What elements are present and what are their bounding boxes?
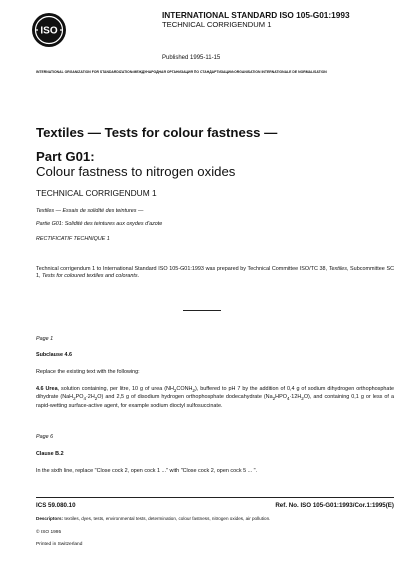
part-subtitle: Colour fastness to nitrogen oxides [36, 164, 236, 179]
corrigendum-label: TECHNICAL CORRIGENDUM 1 [36, 188, 157, 198]
part-title: Part G01: [36, 149, 95, 164]
descriptors-label: Descriptors: [36, 516, 64, 521]
descriptors [36, 516, 270, 521]
intro-text: , Subcommittee SC 1, [36, 266, 394, 280]
header-subtitle: TECHNICAL CORRIGENDUM 1 [162, 20, 272, 29]
intro-subcommittee-title: Tests for coloured textiles and colorants [42, 273, 138, 280]
footer-rule [36, 497, 394, 498]
urea-text: ), buffered to pH 7 by the addition of 0,4 g of sodium dihydrogen orthophosphate dihydrate (NaH [36, 386, 394, 401]
urea-label: 4.6 Urea [36, 386, 58, 392]
subscript: 2 [94, 396, 98, 402]
replace-instruction: Replace the existing text with the following: [36, 369, 140, 375]
clause-heading: Clause B.2 [36, 451, 64, 457]
iso-logo [31, 12, 67, 48]
descriptors-text: textiles, dyes, tests, environmental tests, determination, colour fastness, nitrogen oxides, air pollution. [63, 516, 271, 521]
subscript: 2 [192, 388, 195, 394]
organization-line: INTERNATIONAL ORGANIZATION FOR STANDARDIZATION•МЕЖДУНАРОДНАЯ ОРГАНИЗАЦИЯ ПО СТАНДАРТИЗАЦИИ•ORGANISATION INTERNATIONALE DE NORMALISATION [36, 70, 327, 74]
intro-text: Technical corrigendum 1 to International Standard ISO 105-G01:1993 was prepared by Technical Committee ISO/TC 38, [36, 266, 329, 272]
urea-text: CONH [176, 386, 193, 392]
urea-text: ·12H [289, 394, 302, 401]
page-reference: Page 1 [36, 336, 54, 342]
subscript: 2 [73, 396, 76, 402]
urea-text: PO [75, 394, 84, 401]
urea-text: , solution containing, per litre, 10 g of urea (NH [57, 386, 174, 392]
clause-instruction: In the sixth line, replace "Close cock 2, open cock 1 ..." with "Close cock 2, open cock 5 ... ". [36, 468, 258, 474]
copyright: © ISO 1995 [36, 530, 62, 535]
subscript: 2 [301, 396, 304, 402]
french-title: Textiles — Essais de solidité des teintures — [36, 208, 144, 214]
reference-number: Ref. No. ISO 105-G01:1993/Cor.1:1995(E) [275, 502, 394, 509]
printed-in: Printed in Switzerland [36, 542, 83, 547]
intro-textiles: Textiles [328, 266, 347, 272]
intro-text: . [137, 273, 140, 280]
intro-paragraph [36, 266, 394, 281]
urea-text: O), and containing 0,1 g or less of a rapid-wetting surface-active agent, for example sodium dioctyl sulfosuccinate. [36, 394, 394, 409]
urea-text: ·2H [86, 394, 95, 401]
urea-paragraph [36, 386, 394, 410]
page-reference: Page 6 [36, 434, 54, 440]
subclause-heading: Subclause 4.6 [36, 352, 72, 358]
published-date: Published 1995-11-15 [162, 55, 221, 61]
urea-text: O) and 2,5 g of disodium hydrogen orthophosphate dodecahydrate (Na [97, 394, 273, 401]
ics-code: ICS 59.080.10 [36, 502, 76, 509]
subscript: 4 [286, 396, 290, 402]
standard-number: INTERNATIONAL STANDARD ISO 105-G01:1993 [162, 10, 350, 20]
subscript: 2 [272, 396, 276, 402]
french-corrigendum: RECTIFICATIF TECHNIQUE 1 [36, 236, 110, 242]
french-part-title: Partie G01: Solidité des teintures aux oxydes d'azote [36, 221, 163, 227]
iso-logo-text: ISO [40, 25, 58, 37]
urea-text: HPO [275, 394, 287, 401]
header-block [162, 10, 392, 30]
divider [183, 310, 221, 311]
subscript: 2 [173, 388, 177, 394]
document-title: Textiles — Tests for colour fastness — [36, 125, 278, 140]
subscript: 4 [83, 396, 86, 402]
